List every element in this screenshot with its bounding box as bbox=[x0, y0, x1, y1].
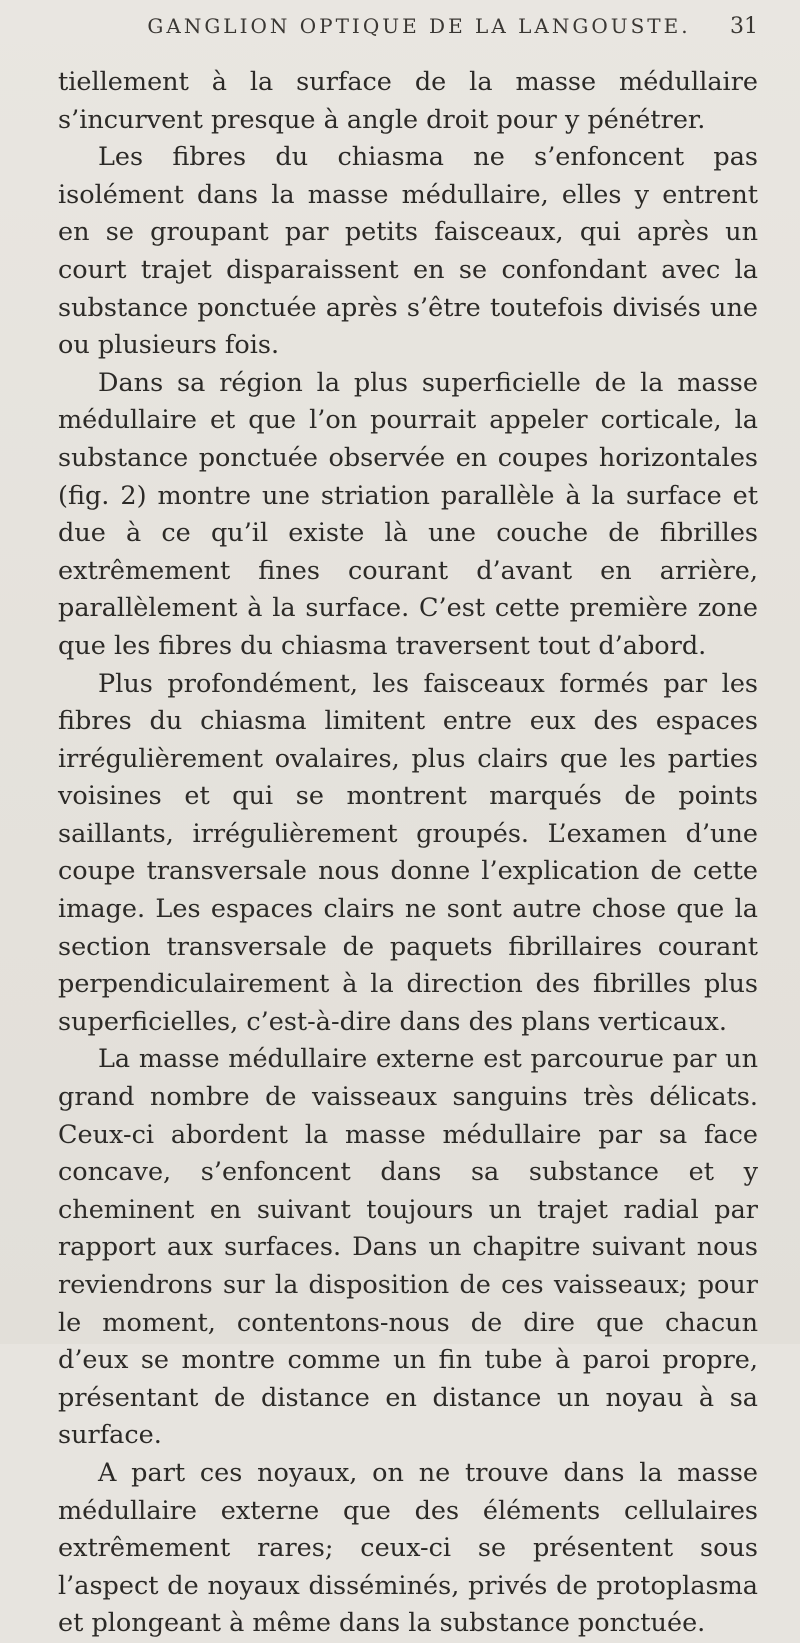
paragraph: Dans sa région la plus superficielle de la masse médullaire et que l’on pourrait appeler corticale, la substance ponctuée observée en coupes horizontales (fig. 2) montre une striation parallèle à la surface et due à ce qu’il existe là une couche de fibrilles extrêmement fines courant d’avant en arrière, parallèlement à la surface. C’est cette première zone que les fibres du chiasma traversent tout d’abord. bbox=[58, 367, 758, 661]
paragraph: A part ces noyaux, on ne trouve dans la masse médullaire externe que des éléments cellulaires extrêmement rares; ceux-ci se présentent sous l’aspect de noyaux disséminés, privés de protoplasma et plongeant à même dans la substance ponctuée. bbox=[58, 1457, 758, 1639]
paragraph-continued: tiellement à la surface de la masse médullaire s’incurvent presque à angle droit pour y pénétrer. bbox=[58, 67, 758, 135]
running-title: GANGLION OPTIQUE DE LA LANGOUSTE. bbox=[147, 14, 691, 38]
body-text bbox=[58, 64, 758, 1643]
page-number: 31 bbox=[730, 14, 758, 39]
paragraph: Plus profondément, les faisceaux formés par les fibres du chiasma limitent entre eux des espaces irrégulièrement ovalaires, plus clairs que les parties voisines et qui se montrent marqués de points saillants, irrégulièrement groupés. L’examen d’une coupe transversale nous donne l’explication de cette image. Les espaces clairs ne sont autre chose que la section transversale de paquets fibrillaires courant perpendiculairement à la direction des fibrilles plus superficielles, c’est-à-dire dans des plans verticaux. bbox=[58, 668, 758, 1037]
paragraph: La masse médullaire externe est parcourue par un grand nombre de vaisseaux sanguins très délicats. Ceux-ci abordent la masse médullaire par sa face concave, s’enfoncent dans sa substance et y cheminent en suivant toujours un trajet radial par rapport aux surfaces. Dans un chapitre suivant nous reviendrons sur la disposition de ces vaisseaux; pour le moment, contentons-nous de dire que chacun d’eux se montre comme un fin tube à paroi propre, présentant de distance en distance un noyau à sa surface. bbox=[58, 1044, 758, 1451]
paragraph: Les fibres du chiasma ne s’enfoncent pas isolément dans la masse médullaire, elles y entrent en se groupant par petits faisceaux, qui après un court trajet disparaissent en se confondant avec la substance ponctuée après s’être toutefois divisés une ou plusieurs fois. bbox=[58, 142, 758, 361]
running-head bbox=[120, 14, 758, 50]
